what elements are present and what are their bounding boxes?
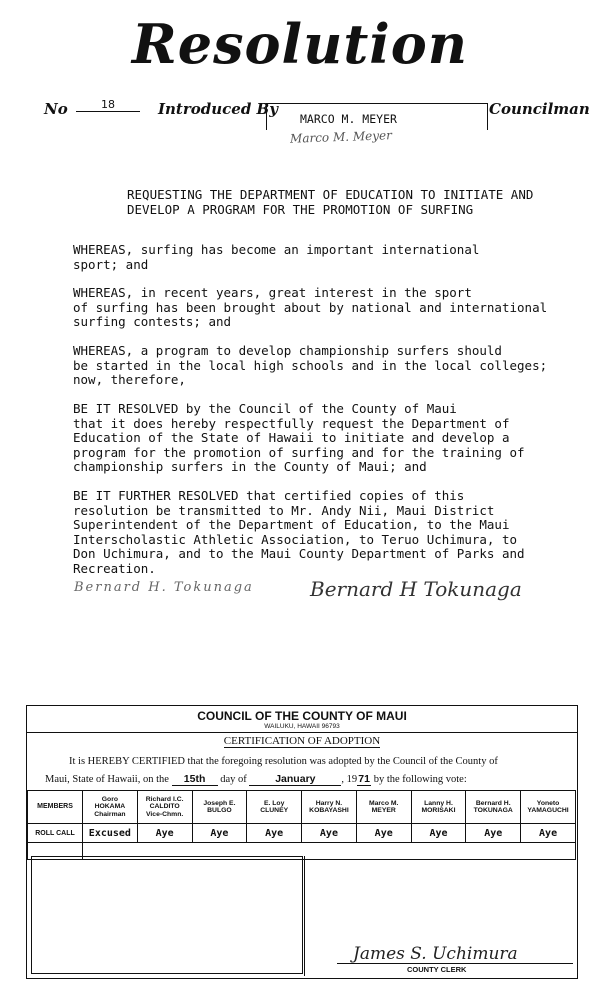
member-title: Vice-Chmn. — [146, 810, 184, 818]
seal-box — [31, 856, 303, 974]
signature-right: Bernard H Tokunaga — [310, 577, 522, 601]
introduced-by-label: Introduced By — [158, 100, 278, 118]
member-hokama — [83, 791, 138, 824]
divider — [27, 732, 577, 733]
councilman-label: Councilman — [489, 100, 590, 118]
vote-caldito: Aye — [137, 824, 192, 843]
council-location: WAILUKU, HAWAII 96793 — [264, 723, 340, 730]
whereas-paragraph-1: WHEREAS, surfing has become an important international sport; and — [73, 242, 480, 272]
member-first-name: E. Loy — [263, 799, 285, 807]
members-row — [28, 791, 576, 824]
member-title: Chairman — [94, 810, 126, 818]
member-last-name: MEYER — [371, 807, 396, 814]
members-label: MEMBERS — [28, 791, 83, 824]
member-last-name: HOKAMA — [94, 803, 126, 811]
member-first-name: Joseph E. — [203, 799, 236, 807]
day-of-label: day of — [220, 774, 247, 785]
certification-text-suffix: by the following vote: — [373, 774, 467, 785]
adoption-year: 71 — [358, 773, 370, 785]
whereas-paragraph-2: WHEREAS, in recent years, great interest in the sport of surfing has been brought about by national and international surfing contests; and — [73, 285, 548, 329]
further-resolved-paragraph: BE IT FURTHER RESOLVED that certified copies of this resolution be transmitted to Mr. Andy Nii, Maui District Superintendent of the Department of Education, to the Maui Interscholastic Athletic Association, to Teruo Uchimura, to Don Uchimura, and to the Maui County Department of Parks and Recreation. — [73, 488, 525, 576]
whereas-paragraph-3: WHEREAS, a program to develop championship surfers should be started in the local high schools and in the local colleges; now, therefore, — [73, 343, 548, 387]
member-first-name: Bernard H. — [475, 799, 511, 807]
member-meyer — [356, 791, 411, 824]
year-prefix: , 19 — [341, 774, 358, 785]
member-cluney — [247, 791, 302, 824]
vote-table — [27, 790, 576, 860]
roll-call-row — [28, 824, 576, 843]
certification-subtitle-text: CERTIFICATION OF ADOPTION — [223, 735, 381, 747]
member-caldito — [137, 791, 192, 824]
resolution-number: 18 — [76, 98, 140, 112]
vote-cluney: Aye — [247, 824, 302, 843]
member-last-name: KOBAYASHI — [309, 807, 349, 814]
member-kobayashi — [302, 791, 357, 824]
vote-hokama: Excused — [83, 824, 138, 843]
vote-bulgo: Aye — [192, 824, 247, 843]
introducer-signature: Marco M. Meyer — [289, 128, 393, 146]
member-tokunaga — [466, 791, 521, 824]
council-name: COUNCIL OF THE COUNTY OF MAUI — [197, 709, 407, 723]
member-first-name: Richard I.C. — [145, 795, 184, 803]
divider — [304, 856, 305, 976]
member-first-name: Harry N. — [315, 799, 343, 807]
vote-yamaguchi: Aye — [521, 824, 576, 843]
member-bulgo — [192, 791, 247, 824]
certification-panel — [26, 705, 578, 979]
member-last-name: YAMAGUCHI — [527, 807, 569, 814]
signature-left: Bernard H. Tokunaga — [74, 580, 254, 595]
member-first-name: Yoneto — [536, 799, 560, 807]
member-first-name: Goro — [101, 795, 118, 803]
adoption-day: 15th — [172, 773, 218, 786]
vote-tokunaga: Aye — [466, 824, 521, 843]
member-first-name: Lanny H. — [424, 799, 453, 807]
clerk-signature: James S. Uchimura — [353, 944, 518, 964]
resolved-paragraph: BE IT RESOLVED by the Council of the County of Maui that it does hereby respectfully request the Department of Education of the State of Hawaii to initiate and develop a program for the promotion of surfing and for the training of championship surfers in the County of Maui; and — [73, 401, 525, 474]
member-last-name: CLUNEY — [260, 807, 289, 814]
adoption-month: January — [249, 773, 341, 786]
number-label: No — [44, 100, 68, 118]
introducer-name: MARCO M. MEYER — [300, 112, 397, 126]
member-last-name: BULGO — [207, 807, 232, 814]
member-last-name: CALDITO — [149, 803, 180, 811]
page-title: Resolution — [131, 12, 469, 76]
roll-call-label: ROLL CALL — [28, 824, 83, 843]
certification-text-line2 — [45, 773, 467, 786]
certification-text-prefix: Maui, State of Hawaii, on the — [45, 774, 169, 785]
vote-meyer: Aye — [356, 824, 411, 843]
member-first-name: Marco M. — [368, 799, 399, 807]
member-yamaguchi — [521, 791, 576, 824]
signature-line — [337, 963, 573, 964]
certification-subtitle — [27, 735, 577, 747]
clerk-label: COUNTY CLERK — [407, 965, 467, 974]
member-last-name: MORISAKI — [421, 807, 456, 814]
member-last-name: TOKUNAGA — [473, 807, 513, 814]
member-morisaki — [411, 791, 466, 824]
resolution-subject: REQUESTING THE DEPARTMENT OF EDUCATION TO INITIATE AND DEVELOP A PROGRAM FOR THE PROMOTION OF SURFING — [127, 187, 534, 217]
vote-morisaki: Aye — [411, 824, 466, 843]
certification-text-line1: It is HEREBY CERTIFIED that the foregoing resolution was adopted by the Council of the County of — [69, 756, 498, 767]
vote-kobayashi: Aye — [302, 824, 357, 843]
